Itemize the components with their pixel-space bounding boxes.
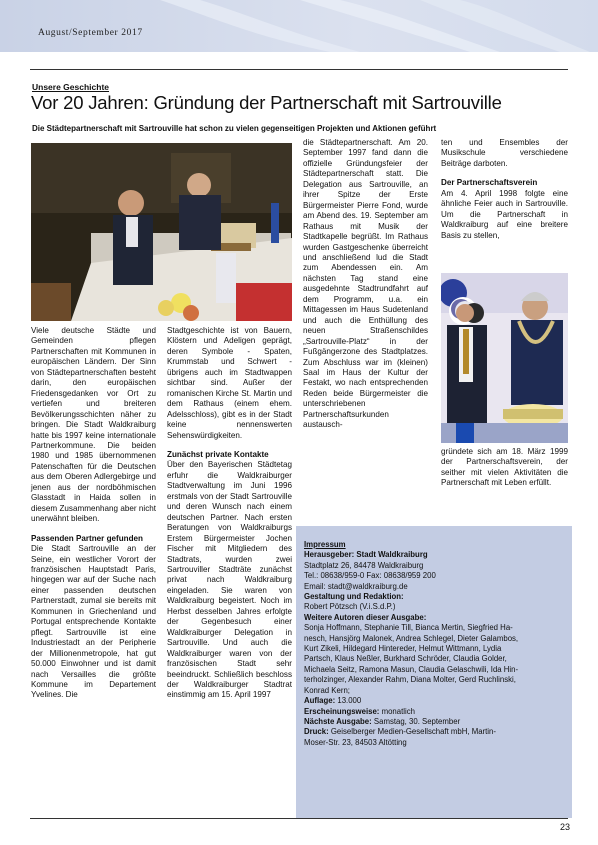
paragraph: gründete sich am 18. März 1999 der Partnerschaftsverein, der seither mit vielen Aktivitäten die Partnerschaft mit Leben erfüllt. bbox=[441, 447, 568, 488]
authors-line: nesch, Hansjörg Malonek, Andrea Schlegel, Dieter Galambos, bbox=[304, 633, 519, 643]
circulation-value: 13.000 bbox=[335, 696, 362, 706]
article-column-3 bbox=[303, 138, 428, 431]
authors-line: Michaela Seitz, Ramona Masun, Claudia Gelaschwili, Ida Hin- bbox=[304, 664, 519, 674]
paragraph: Am 4. April 1998 folgte eine ähnliche Feier auch in Sartrouville. Um die Partnerschaft in Waldkraiburg auf eine breitere Basis zu stellen, bbox=[441, 188, 568, 240]
top-rule bbox=[30, 69, 568, 70]
publisher: Herausgeber: Stadt Waldkraiburg bbox=[304, 550, 428, 560]
design-label: Gestaltung und Redaktion: bbox=[304, 592, 404, 602]
impressum-title: Impressum bbox=[304, 540, 346, 549]
authors-line: terholzinger, Alexander Rahm, Diana Molter, Gerd Ruchlinski, bbox=[304, 675, 516, 685]
issue-date: August/September 2017 bbox=[38, 28, 143, 38]
publisher-phone: Tel.: 08638/959-0 Fax: 08638/959 200 bbox=[304, 571, 436, 581]
frequency-value: monatlich bbox=[379, 706, 415, 716]
circulation-label: Auflage: bbox=[304, 696, 336, 706]
header-band bbox=[0, 0, 598, 52]
paragraph: Die Stadt Sartrouville an der Seine, ein westlicher Vorort der französischen Hauptstadt Paris, hingegen war auf der Suche nach einer passenden deutschen Partnerstadt, zumal sie bereits mit Kommunen in Griechenland und Portugal entsprechende Kontakte pflegt. Sartrouville ist eine Industriestadt an der Peripherie der Millionenmetropole, hat gut 50.000 Einwohner und ist damit nach Versailles die größte Kommune im Departement Yvelines. Die bbox=[31, 544, 156, 700]
paragraph: ten und Ensembles der Musikschule verschiedene Beiträge darboten. bbox=[441, 138, 568, 168]
authors-line: Partsch, Klaus Neßler, Burkhard Schröder, Claudia Golder, bbox=[304, 654, 507, 664]
paragraph: die Städtepartnerschaft. Am 20. September 1997 fand dann die offizielle Gründungsfeier der Städtepartnerschaft statt. Die Delegation aus Sartrouville, an ihrer Spitze der Erste Bürgermeister Pierre Fond, wurde am Abend des. 19. September am Rathaus mit Musik der Stadtkapelle begrüßt. Im Rathaus wurden Gastgeschenke überreicht und anschließend lud die Stadt zum Abendessen ein. Am nächsten Tag stand eine ausgedehnte Stadtrundfahrt auf dem Programm, u.a. ein Mittagessen im Haus Sudetenland und auch die Enthüllung des neuen Straßenschildes „Sartrouville-Platz“ in der Fußgängerzone des Stadtplatzes. Zum Abschluss war im (kleinen) Saal im Haus der Kultur der Festakt, wo nach entsprechenden Reden beide Bürgermeister die unterschriebenen Partnerschaftsurkunden austausch- bbox=[303, 138, 428, 430]
article-title: Vor 20 Jahren: Gründung der Partnerschaft mit Sartrouville bbox=[31, 92, 502, 113]
publisher-email: Email: stadt@waldkraiburg.de bbox=[304, 581, 408, 591]
article-column-4 bbox=[441, 138, 568, 241]
authors-label: Weitere Autoren dieser Ausgabe: bbox=[304, 612, 427, 622]
impressum-box bbox=[296, 526, 572, 818]
print-address: Moser-Str. 23, 84503 Altötting bbox=[304, 737, 407, 747]
article-kicker: Unsere Geschichte bbox=[32, 82, 110, 92]
page-number: 23 bbox=[560, 822, 571, 832]
print-label: Druck: bbox=[304, 727, 329, 737]
article-column-1 bbox=[31, 326, 156, 701]
print-value: Geiselberger Medien-Gesellschaft mbH, Martin- bbox=[328, 727, 496, 737]
section-heading: Zunächst private Kontakte bbox=[167, 449, 269, 459]
frequency-label: Erscheinungsweise: bbox=[304, 706, 380, 716]
section-heading: Der Partnerschaftsverein bbox=[441, 178, 538, 188]
signing-ceremony-photo bbox=[31, 143, 292, 321]
publisher-address: Stadtplatz 26, 84478 Waldkraiburg bbox=[304, 560, 424, 570]
paragraph: Viele deutsche Städte und Gemeinden pflegen Partnerschaften mit Kommunen in europäischen Ländern. Der Sinn von Städtepartnerschaften besteht darin, den europäischen Friedensgedanken vor Ort zu vertiefen und breiteren Bevölkerungsschichten näher zu bringen. Die Stadt Waldkraiburg hatte bis 1997 keine internationale Partnerkommune. Die beiden 1980 und 1985 übernommenen Patenschaften für die Deutschen aus dem Oberen Adlergebirge und jenen aus der nordböhmischen Glasstadt in Haida sollen in diesem Zusammenhang aber nicht unerwähnt bleiben. bbox=[31, 326, 156, 524]
next-issue-label: Nächste Ausgabe: bbox=[304, 716, 372, 726]
paragraph: Über den Bayerischen Städtetag erfuhr die Waldkraiburger Stadtverwaltung im Juni 1996 erstmals von der Stadt Sartrouville und deren Wunsch nach einem deutschen Partner. Nach ersten Beratungen von Waldkraiburgs Erstem Bürgermeister Jochen Fischer mit Mitgliedern des Stadtrats, wurden zwei Sartrouviller Stadträte zunächst privat nach Waldkraiburg eingeladen. Sie waren von Waldkraiburg begeistert. Noch im Herbst desselben Jahres erfolgte der Gegenbesuch einer Waldkraiburger Delegation in Sartrouville. Und auch die Waldkraiburger waren von der französischen Stadt sehr beeindruckt. Schließlich beschloss der Waldkraiburger Stadtrat einstimmig am 15. April 1997 bbox=[167, 460, 292, 700]
authors-line: Sonja Hoffmann, Stephanie Till, Bianca Mertin, Siegfried Ha- bbox=[304, 623, 513, 633]
mayors-photo bbox=[441, 273, 568, 443]
paragraph: Stadtgeschichte ist von Bauern, Klöstern und Adeligen geprägt, deren Symbole - Spaten, Krummstab und Schwert - übrigens auch im Stadtwappen sichtbar sind. Außer der romanischen Kirche St. Martin und dem Rathaus (einem ehem. Adelsschloss), gibt es in der Stadt keine nennenswerten Sehenswürdigkeiten. bbox=[167, 326, 292, 440]
authors-line: Kurt Zikeli, Hildegard Hintereder, Helmut Wittmann, Lydia bbox=[304, 644, 502, 654]
section-heading: Passenden Partner gefunden bbox=[31, 533, 143, 543]
bottom-rule bbox=[30, 818, 568, 819]
design-name: Robert Pötzsch (V.i.S.d.P.) bbox=[304, 602, 396, 612]
article-subtitle: Die Städtepartnerschaft mit Sartrouville hat schon zu vielen gegenseitigen Projekten und Aktionen geführt bbox=[32, 124, 437, 133]
authors-line: Konrad Kern; bbox=[304, 685, 350, 695]
next-issue-value: Samstag, 30. September bbox=[371, 716, 461, 726]
article-column-4-continued bbox=[441, 447, 568, 489]
article-column-2 bbox=[167, 326, 292, 701]
header-wave-decoration bbox=[0, 0, 598, 52]
